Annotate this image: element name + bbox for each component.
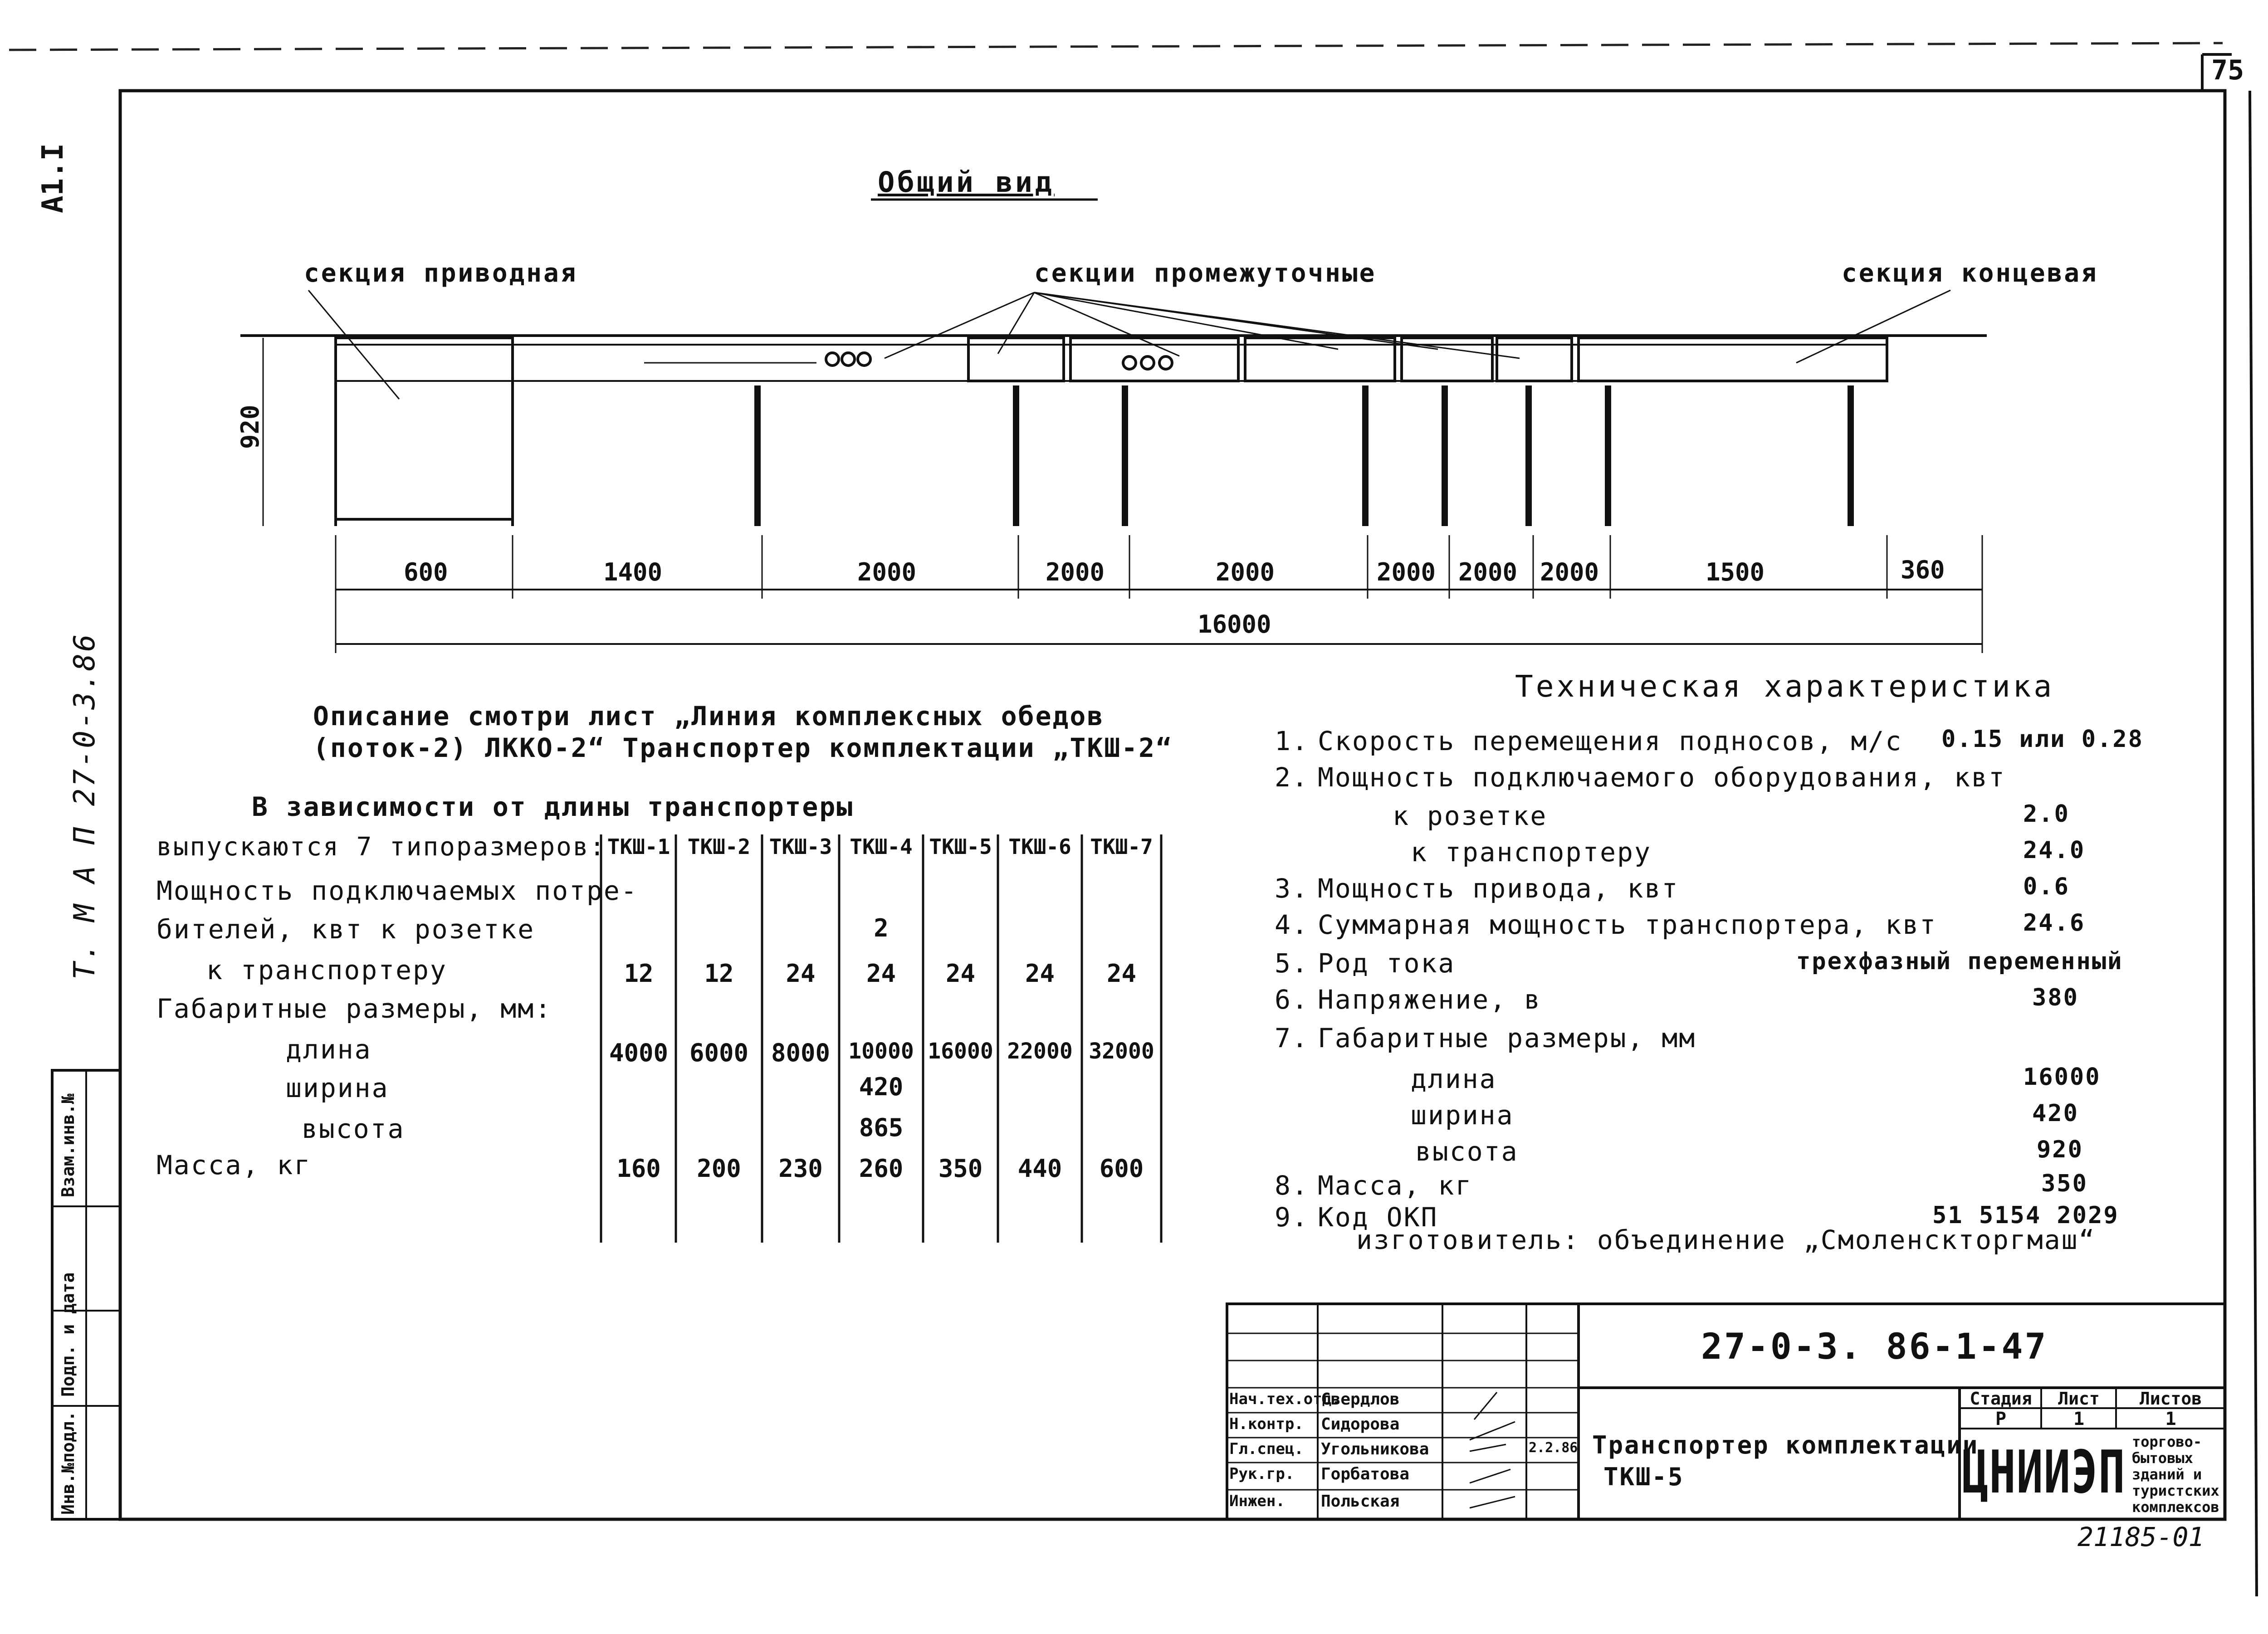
conveyor-value-4: 24 (866, 959, 896, 988)
dims-label: Габаритные размеры, мм: (156, 993, 552, 1024)
tech-item-number: 2. (1275, 762, 1309, 793)
conveyor-label: к транспортеру (206, 955, 447, 985)
height-label: высота (302, 1113, 405, 1144)
conveyor-value-5: 24 (945, 959, 976, 988)
tech-item-value: 380 (2032, 984, 2079, 1011)
sheet-number: 75 (2211, 54, 2244, 86)
mass-value-1: 160 (616, 1154, 661, 1183)
dim-2: 1400 (603, 558, 663, 586)
label-end-section: секция концевая (1842, 259, 2098, 288)
length-value-5: 16000 (928, 1039, 993, 1064)
tech-item-text: Род тока (1318, 948, 1456, 979)
tech-item-text: Мощность подключаемого оборудования, квт (1318, 762, 2006, 793)
width-label: ширина (286, 1073, 389, 1103)
tech-item-text: Напряжение, в (1318, 984, 1541, 1015)
total-dimension: 16000 (1198, 610, 1271, 639)
dim-1: 600 (404, 558, 448, 586)
stamp-name: Сидорова (1321, 1415, 1400, 1434)
length-value-7: 32000 (1089, 1039, 1154, 1064)
org-desc-line: комплексов (2132, 1498, 2219, 1516)
dim-5: 2000 (1216, 558, 1275, 586)
conveyor-drawing (240, 290, 1987, 653)
mass-value-5: 350 (938, 1154, 983, 1183)
type-6: ТКШ-6 (1008, 834, 1071, 859)
tech-item-text: Масса, кг (1318, 1170, 1473, 1201)
stamp-role: Рук.гр. (1229, 1465, 1295, 1483)
conveyor-value-2: 12 (704, 959, 734, 988)
sign-date-label: Подп. и дата (58, 1272, 78, 1397)
dim-7: 2000 (1458, 558, 1518, 586)
conveyor-value-3: 24 (786, 959, 816, 988)
mass-label: Масса, кг (156, 1150, 312, 1180)
tech-item-value: 2.0 (2023, 800, 2070, 828)
dim-6: 2000 (1377, 558, 1436, 586)
table-intro: В зависимости от длины транспортеры (252, 791, 854, 822)
length-label: длина (286, 1034, 372, 1065)
sheet-value: 1 (2073, 1409, 2085, 1429)
tech-item-value: 350 (2041, 1170, 2088, 1197)
tech-item-value: 24.0 (2023, 837, 2086, 864)
type-5: ТКШ-5 (929, 834, 992, 859)
tech-item-text: Мощность привода, квт (1318, 873, 1679, 904)
type-1: ТКШ-1 (607, 834, 670, 859)
tech-item-text: Код ОКП (1318, 1202, 1438, 1233)
height-dimension: 920 (236, 405, 264, 449)
stamp-date: 2.2.86 (1529, 1440, 1578, 1456)
power-label-2: бителей, квт к розетке (156, 914, 535, 945)
tech-item-number: 5. (1275, 948, 1309, 979)
mass-value-3: 230 (778, 1154, 823, 1183)
type-4: ТКШ-4 (850, 834, 913, 859)
dim-10: 360 (1901, 556, 1945, 584)
product-name-2: ТКШ-5 (1603, 1463, 1684, 1491)
height-value: 865 (859, 1113, 904, 1142)
tech-title: Техническая характеристика (1515, 669, 2055, 704)
tech-item-number: 1. (1275, 726, 1309, 756)
sheet-header: Лист (2058, 1389, 2100, 1409)
type-2: ТКШ-2 (687, 834, 751, 859)
length-value-4: 10000 (848, 1039, 914, 1064)
tech-item-value: 0.6 (2023, 873, 2070, 900)
length-value-2: 6000 (689, 1039, 749, 1067)
stamp-name: Свердлов (1321, 1390, 1400, 1409)
mass-value-7: 600 (1099, 1154, 1144, 1183)
tech-item-value: 420 (2032, 1100, 2079, 1127)
tech-item-number: 6. (1275, 984, 1309, 1015)
tech-item-text: длина (1411, 1063, 1497, 1094)
stamp-role: Инжен. (1229, 1492, 1285, 1510)
tech-item-number: 4. (1275, 909, 1309, 940)
replace-inv-label: Взам.инв.№ (58, 1093, 78, 1197)
tech-item-text: к розетке (1393, 800, 1548, 831)
length-value-1: 4000 (609, 1039, 669, 1067)
mass-value-2: 200 (697, 1154, 741, 1183)
tech-item-text: к транспортеру (1411, 837, 1652, 868)
tech-item-number: 3. (1275, 873, 1309, 904)
stamp-name: Угольникова (1321, 1440, 1429, 1458)
description-line-2: (поток-2) ЛККО-2“ Транспортер комплектации „ТКШ-2“ (313, 732, 1173, 763)
mass-value-4: 260 (859, 1154, 904, 1183)
description-line-1: Описание смотри лист „Линия комплексных обедов (313, 701, 1105, 732)
org-desc-line: зданий и (2132, 1466, 2202, 1483)
dim-4: 2000 (1046, 558, 1105, 586)
org-logo: ЦНИИЭП (1962, 1438, 2126, 1507)
general-view-title: Общий вид (878, 166, 1055, 199)
format-label: А1.I (36, 143, 70, 213)
type-7: ТКШ-7 (1090, 834, 1153, 859)
tech-item-value: 51 5154 2029 (1932, 1202, 2119, 1229)
side-stamp: Т. М А П 27-0-3.86 (68, 632, 102, 980)
stamp-name: Польская (1321, 1492, 1400, 1511)
product-name-1: Транспортер комплектации (1592, 1431, 1979, 1459)
conveyor-value-7: 24 (1106, 959, 1137, 988)
inv-no-label: Инв.№подл. (58, 1411, 78, 1515)
type-3: ТКШ-3 (769, 834, 832, 859)
stamp-role: Нач.тех.отд. (1229, 1390, 1341, 1408)
tech-item-number: 8. (1275, 1170, 1309, 1201)
tech-item-text: ширина (1411, 1100, 1514, 1131)
archive-number: 21185-01 (2077, 1522, 2204, 1552)
stamp-name: Горбатова (1321, 1465, 1410, 1483)
label-middle-sections: секции промежуточные (1034, 259, 1377, 288)
tech-item-value: трехфазный переменный (1796, 948, 2123, 975)
conveyor-value-1: 12 (624, 959, 654, 988)
document-code: 27-0-3. 86-1-47 (1701, 1327, 2048, 1367)
tech-item-value: 16000 (2023, 1063, 2101, 1091)
org-desc-line: туристских (2132, 1482, 2219, 1499)
sheets-header: Листов (2139, 1389, 2202, 1409)
stamp-role: Гл.спец. (1229, 1440, 1304, 1458)
stamp-role: Н.контр. (1229, 1415, 1304, 1433)
tech-item-value: 0.15 или 0.28 (1941, 726, 2144, 753)
tech-item-text: Скорость перемещения подносов, м/с (1318, 726, 1903, 756)
tech-item-number: 7. (1275, 1023, 1309, 1054)
tech-item-value: 920 (2037, 1136, 2083, 1163)
length-value-6: 22000 (1007, 1039, 1073, 1064)
tech-item-number: 9. (1275, 1202, 1309, 1233)
socket-value: 2 (874, 914, 889, 942)
stage-value: Р (1995, 1409, 2007, 1429)
width-value: 420 (859, 1073, 904, 1101)
org-desc-line: бытовых (2132, 1449, 2193, 1467)
mass-value-6: 440 (1017, 1154, 1062, 1183)
dim-9: 1500 (1706, 558, 1765, 586)
manufacturer: изготовитель: объединение „Смоленскторгмаш“ (1356, 1224, 2096, 1255)
org-desc-line: торгово- (2132, 1433, 2202, 1450)
stage-header: Стадия (1970, 1389, 2032, 1409)
dim-3: 2000 (857, 558, 917, 586)
tech-item-value: 24.6 (2023, 909, 2086, 937)
dim-8: 2000 (1540, 558, 1599, 586)
length-value-3: 8000 (771, 1039, 831, 1067)
tech-item-text: Габаритные размеры, мм (1318, 1023, 1696, 1054)
conveyor-value-6: 24 (1025, 959, 1055, 988)
sheets-value: 1 (2165, 1409, 2176, 1429)
power-label-1: Мощность подключаемых потре- (156, 875, 638, 906)
label-drive-section: секция приводная (304, 259, 578, 288)
table-header-label: выпускаются 7 типоразмеров: (156, 832, 606, 862)
tech-item-text: высота (1415, 1136, 1519, 1167)
tech-item-text: Суммарная мощность транспортера, квт (1318, 909, 1937, 940)
